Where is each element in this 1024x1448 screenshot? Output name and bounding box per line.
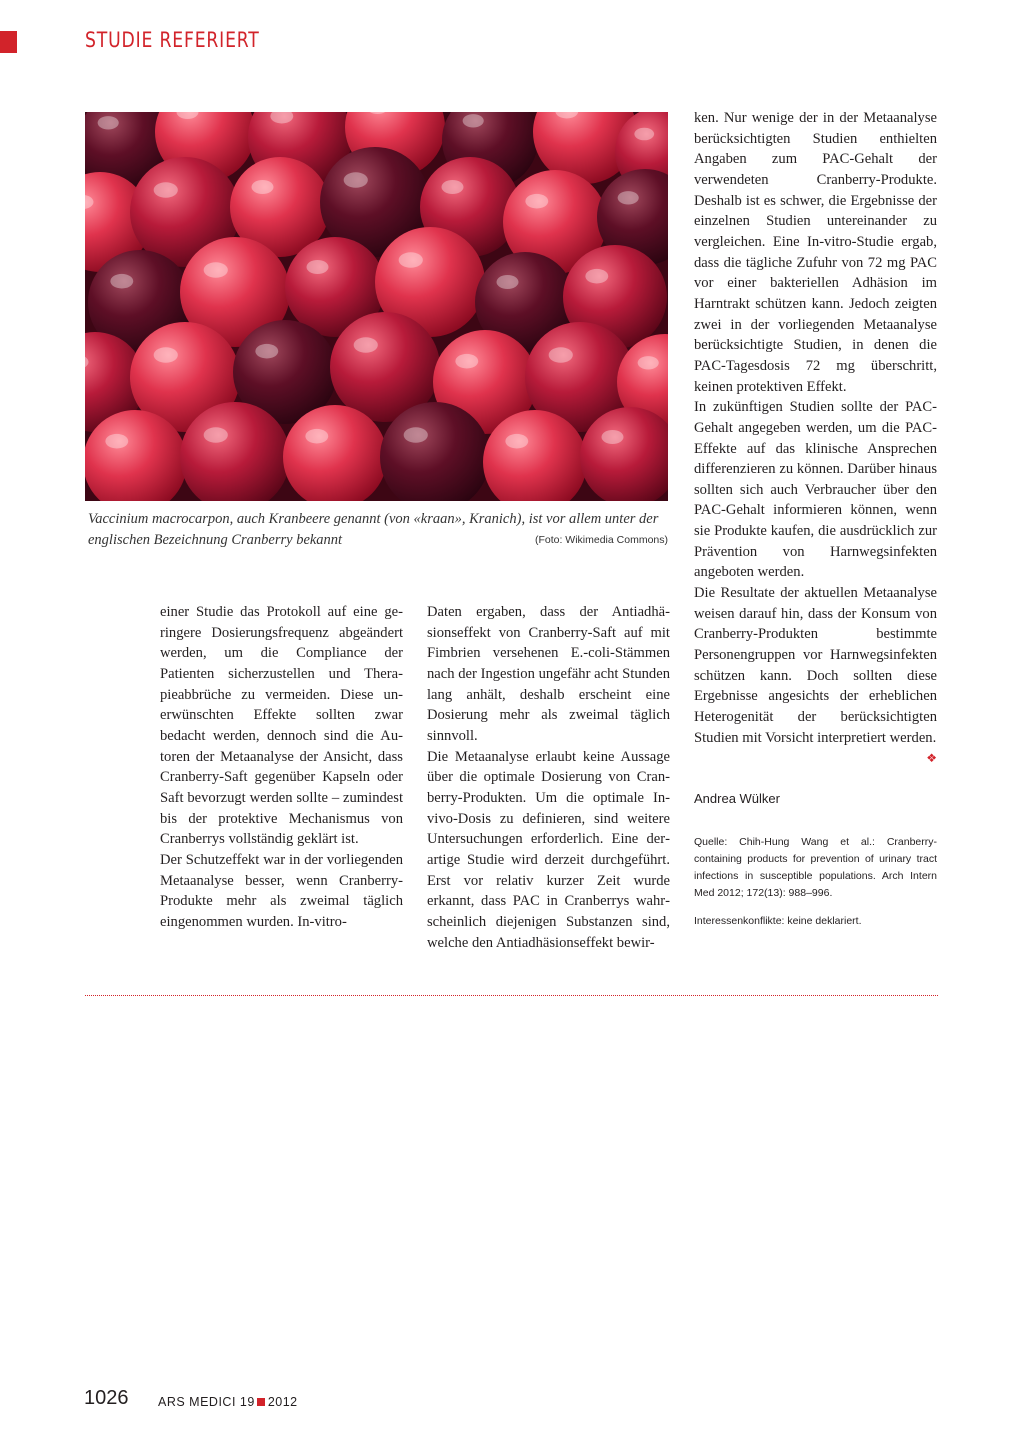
journal-year: 2012: [267, 1395, 298, 1409]
body-column-1: [160, 602, 403, 933]
footer-square-icon: [257, 1398, 265, 1406]
paragraph: einer Studie das Protokoll auf eine geringere Dosierungsfrequenz abgeändert werden, um die Compliance der Patienten sicherzustellen und Therapieabbrüche zu vermeiden. Diese unerwünschten Effekte sollten zwar bedacht werden, dennoch sind die Autoren der Metaanalyse der Ansicht, dass Cranberry-Saft gegenüber Kapseln oder Saft bevorzugt werden sollte – zumindest bis der protektive Mechanismus von Cranberrys vollständig geklärt ist.: [160, 604, 403, 848]
paragraph: Die Metaanalyse erlaubt keine Aussage über die optimale Dosierung von Cranberry-Produkten. Um die optimale Invivo-Dosis zu definieren, sind weitere Untersuchungen erforderlich. Eine derartige Studie wird derzeit durchgeführt. Erst vor relativ kurzer Zeit wurde erkannt, dass PAC in Cranberrys wahrscheinlich diejenigen Substanzen sind, welche den Antiadhäsionseffekt bewir-: [427, 748, 670, 951]
section-marker: [0, 31, 17, 53]
source-reference: Quelle: Chih-Hung Wang et al.: Cranberry-containing products for prevention of urinary tract infections in susceptible populations. Arch Intern Med 2012; 172(13): 988–996.: [694, 836, 937, 899]
paragraph: Der Schutzeffekt war in der vorliegenden Metaanalyse besser, wenn Cranberry-Produkte mehr als zweimal täglich eingenommen wurden. In-vitro-: [160, 851, 403, 930]
section-title: STUDIE REFERIERT: [85, 28, 260, 52]
paragraph: ken. Nur wenige der in der Metaanalyse berücksichtigten Studien enthielten Angaben zum PAC-Gehalt der verwendeten Cranberry-Produkte. Deshalb ist es schwer, die Ergebnisse der einzelnen Studien untereinander zu vergleichen. Eine In-vitro-Studie ergab, dass die tägliche Zufuhr von 72 mg PAC vor einer bakteriellen Adhäsion im Harntrakt schützen kann. Jedoch zeigten zwei in der vorliegenden Metaanalyse berücksichtigte Studien, in denen die PAC-Tagesdosis 72 mg überschritt, keinen protektiven Effekt.: [694, 110, 937, 395]
paragraph-text: Die Resultate der aktuellen Metaanalyse weisen darauf hin, dass der Konsum von Cranberry-Produkten bestimmte Personengruppen vor Harnwegsinfekten schützen kann. Doch sollten diese Ergebnisse angesichts der erheblichen Heterogenität der berücksichtigten Studien mit Vorsicht interpretiert werden.: [694, 585, 937, 746]
caption-text: Vaccinium macrocarpon, auch Kranbeere genannt (von «kraan», Kranich), ist vor allem unter der englischen Bezeichnung Cranberry bekannt: [88, 511, 659, 548]
page-number: 1026: [84, 1387, 129, 1409]
end-mark-icon: ❖: [926, 751, 937, 766]
journal-footer: [158, 1395, 298, 1409]
photo-credit: (Foto: Wikimedia Commons): [534, 534, 668, 546]
author-name: Andrea Wülker: [694, 791, 780, 806]
conflicts-statement: Interessenkonflikte: keine deklariert.: [694, 915, 862, 927]
figure-caption: [88, 509, 668, 551]
paragraph: In zukünftigen Studien sollte der PAC-Gehalt angegeben werden, um die PAC-Effekte auf das klinische Ansprechen differenzieren zu können. Darüber hinaus sollten sich auch Verbraucher über den PAC-Gehalt informieren können, wenn sie Produkte kaufen, die ausdrücklich zur Prävention von Harnwegsinfekten angeboten werden.: [694, 399, 937, 581]
journal-name: ARS MEDICI 19: [158, 1395, 255, 1409]
body-column-2: [427, 602, 670, 953]
cranberry-photo: [85, 112, 668, 501]
paragraph: Daten ergaben, dass der Antiadhäsionseffekt von Cranberry-Saft auf mit Fimbrien versehenen E.-coli-Stämmen nach der Ingestion ungefähr acht Stunden lang anhält, deshalb erscheint eine Dosierung mehr als zweimal täglich sinnvoll.: [427, 604, 670, 744]
paragraph-final: [694, 583, 937, 766]
dotted-divider: [85, 995, 938, 996]
body-column-3: [694, 108, 937, 769]
